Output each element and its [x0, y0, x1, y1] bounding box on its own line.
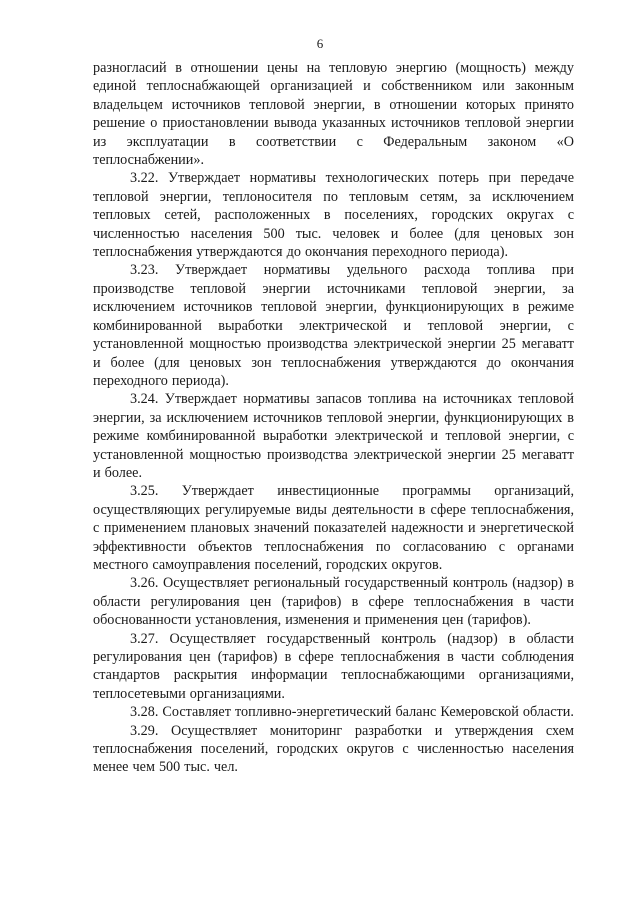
paragraph-3-27: 3.27. Осуществляет государственный контроль (надзор) в области регулирования цен (тарифов) в сфере теплоснабжения в части соблюдения стандартов раскрытия информации теплоснабжающими организациями, теплосетевыми организациями.: [93, 630, 574, 702]
paragraph-3-28: 3.28. Составляет топливно-энергетический баланс Кемеровской области.: [130, 704, 574, 721]
document-body: [93, 59, 574, 777]
paragraph-3-29: 3.29. Осуществляет мониторинг разработки и утверждения схем теплоснабжения поселений, городских округов с численностью населения менее чем 500 тыс. чел.: [93, 722, 574, 776]
paragraph-3-22: 3.22. Утверждает нормативы технологических потерь при передаче тепловой энергии, теплоносителя по тепловым сетям, за исключением тепловых сетей, расположенных в поселениях, городских округах с численностью населения 500 тыс. человек и более (для ценовых зон теплоснабжения утверждаются до окончания переходного периода).: [93, 170, 574, 261]
paragraph-3-26: 3.26. Осуществляет региональный государственный контроль (надзор) в области регулирования цен (тарифов) в сфере теплоснабжения в части обоснованности установления, изменения и применения цен (тарифов).: [93, 575, 574, 629]
paragraph-continuation: разногласий в отношении цены на тепловую энергию (мощность) между единой теплоснабжающей организацией и собственником или законным владельцем источников тепловой энергии, в отношении которых принято решение о приостановлении вывода указанных источников тепловой энергии из эксплуатации в соответствии с Федеральным законом «О теплоснабжении».: [93, 60, 574, 169]
paragraph-3-25: 3.25. Утверждает инвестиционные программы организаций, осуществляющих регулируемые виды деятельности в сфере теплоснабжения, с применением плановых значений показателей надежности и энергетической эффективности объектов теплоснабжения по согласованию с органами местного самоуправления поселений, городских округов.: [93, 483, 574, 573]
page-number: 6: [316, 36, 324, 51]
paragraph-3-24: 3.24. Утверждает нормативы запасов топлива на источниках тепловой энергии, за исключением источников тепловой энергии, функционирующих в режиме комбинированной выработки электрической и тепловой энергии, с установленной мощностью производства электрической энергии 25 мегаватт и более.: [93, 391, 574, 481]
paragraph-3-23: 3.23. Утверждает нормативы удельного расхода топлива при производстве тепловой энергии источниками тепловой энергии, за исключением источников тепловой энергии, функционирующих в режиме комбинированной выработки электрической и тепловой энергии, с установленной мощностью производства электрической энергии 25 мегаватт и более (для ценовых зон теплоснабжения утверждаются до окончания переходного периода).: [93, 262, 574, 389]
